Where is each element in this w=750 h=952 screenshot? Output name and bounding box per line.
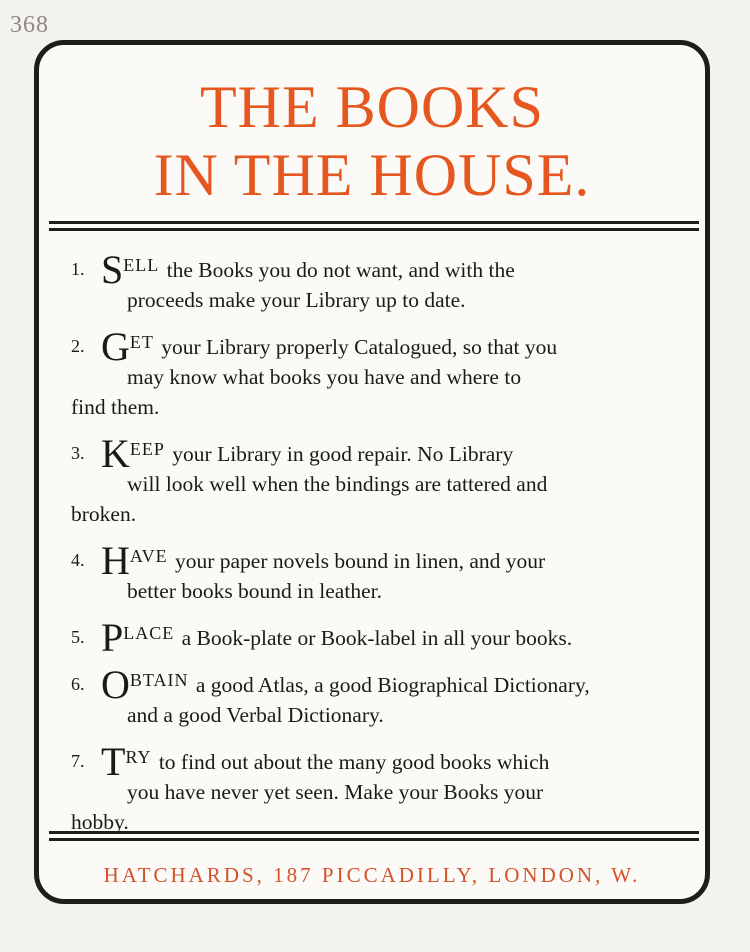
- small-caps-word: RY: [125, 747, 152, 767]
- double-rule-bottom: [49, 831, 699, 841]
- double-rule-top: [49, 221, 699, 231]
- initial-capital: S: [101, 247, 124, 292]
- item-text: your Library in good repair. No Library: [166, 442, 514, 466]
- item-tail: hobby.: [71, 810, 129, 834]
- item-number: 7.: [71, 751, 85, 771]
- item-continuation: proceeds make your Library up to date.: [127, 288, 466, 312]
- item-continuation: may know what books you have and where to: [127, 365, 522, 389]
- small-caps-word: EEP: [129, 439, 165, 459]
- publisher-address: HATCHARDS, 187 PICCADILLY, LONDON, W.: [103, 863, 641, 887]
- title-line-1: THE BOOKS: [199, 74, 544, 140]
- item-continuation: better books bound in leather.: [127, 579, 382, 603]
- small-caps-word: LACE: [123, 623, 175, 643]
- list-item: [71, 538, 681, 606]
- initial-capital: O: [101, 662, 130, 707]
- item-continuation: you have never yet seen. Make your Books your: [127, 780, 544, 804]
- list-item: [71, 324, 681, 422]
- initial-capital: H: [101, 538, 130, 583]
- advice-list: [71, 247, 681, 849]
- item-number: 2.: [71, 336, 85, 356]
- item-tail: find them.: [71, 395, 160, 419]
- item-text: a good Atlas, a good Biographical Dictionary,: [190, 673, 590, 697]
- initial-capital: T: [101, 739, 126, 784]
- list-item: [71, 739, 681, 837]
- initial-capital: P: [101, 615, 124, 660]
- list-item: [71, 431, 681, 529]
- item-tail: broken.: [71, 502, 137, 526]
- item-continuation: and a good Verbal Dictionary.: [127, 703, 384, 727]
- list-item: [71, 662, 681, 730]
- item-text: to find out about the many good books which: [153, 750, 550, 774]
- item-text: the Books you do not want, and with the: [161, 258, 515, 282]
- item-number: 1.: [71, 259, 85, 279]
- item-text: a Book-plate or Book-label in all your books.: [176, 626, 573, 650]
- small-caps-word: ET: [129, 332, 154, 352]
- item-number: 4.: [71, 550, 85, 570]
- small-caps-word: ELL: [123, 255, 160, 275]
- small-caps-word: BTAIN: [129, 670, 189, 690]
- item-number: 5.: [71, 627, 85, 647]
- item-text: your Library properly Catalogued, so that you: [155, 335, 558, 359]
- list-item: [71, 615, 681, 660]
- bordered-advertisement-frame: [34, 40, 710, 904]
- title-line-2: IN THE HOUSE.: [153, 142, 591, 208]
- list-item: [71, 247, 681, 315]
- item-number: 6.: [71, 674, 85, 694]
- page-title: [39, 73, 705, 209]
- page-number: 368: [10, 12, 49, 38]
- item-number: 3.: [71, 443, 85, 463]
- initial-capital: G: [101, 324, 130, 369]
- small-caps-word: AVE: [129, 546, 168, 566]
- item-continuation: will look well when the bindings are tattered and: [127, 472, 548, 496]
- item-text: your paper novels bound in linen, and your: [169, 549, 546, 573]
- initial-capital: K: [101, 431, 130, 476]
